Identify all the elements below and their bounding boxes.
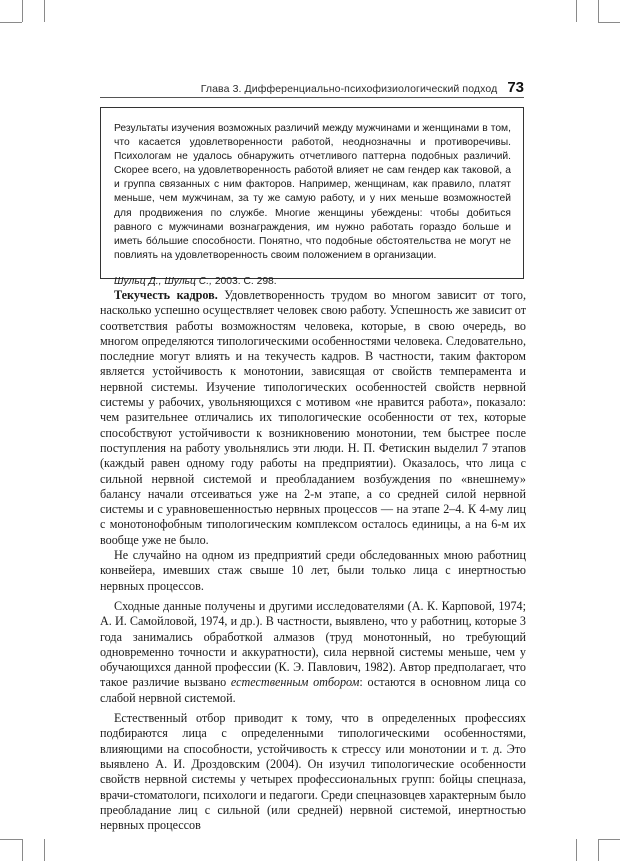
crop-mark xyxy=(598,0,599,22)
running-head xyxy=(100,79,524,96)
quote-box xyxy=(100,107,524,287)
paragraph-text: Удовлетворенность трудом во многом зависит от того, насколько успешно осуществляет человек свою работу. Успешность же зависит от соответствия работы возможностям человека, которые, в свою очередь, во многом определяются типологическими особенностями человека. Следовательно, последние могут влиять и на текучесть кадров. В частности, таким фактором является устойчивость к монотонии, зависящая от свойств темперамента и нервной системы. Изучение типологических особенностей свойств нервной системы у рабочих, увольняющихся с мотивом «не нравится работа», показало: чем разительнее отличались их типологические особенности от тех, которые способствуют устойчивости к возникновению монотонии, тем быстрее после поступления на работу увольнялись эти люди. Н. П. Фетискин выделил 7 этапов (каждый равен одному году работы на предприятии). Оказалось, что лица с сильной нервной системой и преобладанием возбуждения по «внешнему» балансу начали отсеиваться уже на 2-м этапе, а со средней силой нервной системы и с уравновешенностью нервных процессов — на этапе 2–4. К 4-му лиц с монотонофобным типологическим комплексом осталось единицы, а на 6-м их вообще уже не было. xyxy=(100,288,526,547)
header-rule xyxy=(100,97,524,98)
quote-source xyxy=(114,275,511,289)
crop-mark xyxy=(576,839,577,861)
paragraph xyxy=(100,599,526,706)
crop-mark xyxy=(598,839,599,861)
quote-source-details: 2003. С. 298. xyxy=(211,275,277,287)
chapter-title: Глава 3. Дифференциально-психофизиологический подход xyxy=(200,83,498,95)
crop-mark xyxy=(598,839,620,840)
crop-mark xyxy=(576,0,577,22)
paragraph: Естественный отбор приводит к тому, что в определенных профессиях подбираются лица с определенными типологическими особенностями, влияющими на способности, устойчивость к стрессу или монотонии и т. д. Это выявлено А. И. Дроздовским (2004). Он изучил типологические особенности свойств нервной системы у четырех профессиональных групп: бойцы спецназа, врачи-стоматологи, психологи и педагоги. Среди спецназовцев характерным было преобладание лиц с сильной (или средней) нервной системой, инертностью нервных процессов xyxy=(100,711,526,833)
crop-mark xyxy=(44,839,45,861)
crop-mark xyxy=(44,0,45,22)
crop-mark xyxy=(0,22,22,23)
section-lead: Текучесть кадров. xyxy=(114,288,218,302)
quote-source-authors: Шульц Д., Шульц С., xyxy=(114,275,212,287)
quote-text: Результаты изучения возможных различий между мужчинами и женщинами в том, что касается удовлетворенности работой, неоднозначны и противоречивы. Психологам не удалось обнаружить отчетливого паттерна подобных различий. Скорее всего, на удовлетворенность работой влияет не сам гендер как таковой, а и группа связанных с ним факторов. Например, женщинам, как правило, платят меньше, чем мужчинам, за ту же самую работу, и у них меньше возможностей для продвижения по службе. Многие женщины убеждены: чтобы добиться равного с мужчинами вознаграждения, им нужно работать гораздо больше и иметь бóльшие способности. Понятно, что подобные обстоятельства не могут не повлиять на удовлетворенность своим положением в организации. xyxy=(114,123,511,261)
paragraph xyxy=(100,288,526,548)
crop-mark xyxy=(0,839,22,840)
paragraph-text: Сходные данные получены и другими исследователями (А. К. Карповой, 1974; А. И. Самойловой, 1974, и др.). В частности, выявлено, что у работниц, которые 3 года занимались обработкой алмазов (труд монотонный, но требующий одновременно точности и аккуратности), сила нервной системы меньше, чем у обучающихся данной профессии (К. Э. Павлович, 1982). Автор предполагает, что такое различие вызвано xyxy=(100,598,526,690)
crop-mark xyxy=(22,0,23,22)
crop-mark xyxy=(22,839,23,861)
paragraph-text: : остаются в основном лица со слабой нервной системой. xyxy=(100,675,527,705)
paragraph: Не случайно на одном из предприятий среди обследованных мною работниц конвейера, имевших стаж свыше 10 лет, были только лица с инертностью нервных процессов. xyxy=(100,548,526,593)
page-number: 73 xyxy=(507,79,524,96)
emphasis: естественным отбором xyxy=(230,675,360,690)
crop-mark xyxy=(598,22,620,23)
body-text xyxy=(100,288,526,833)
